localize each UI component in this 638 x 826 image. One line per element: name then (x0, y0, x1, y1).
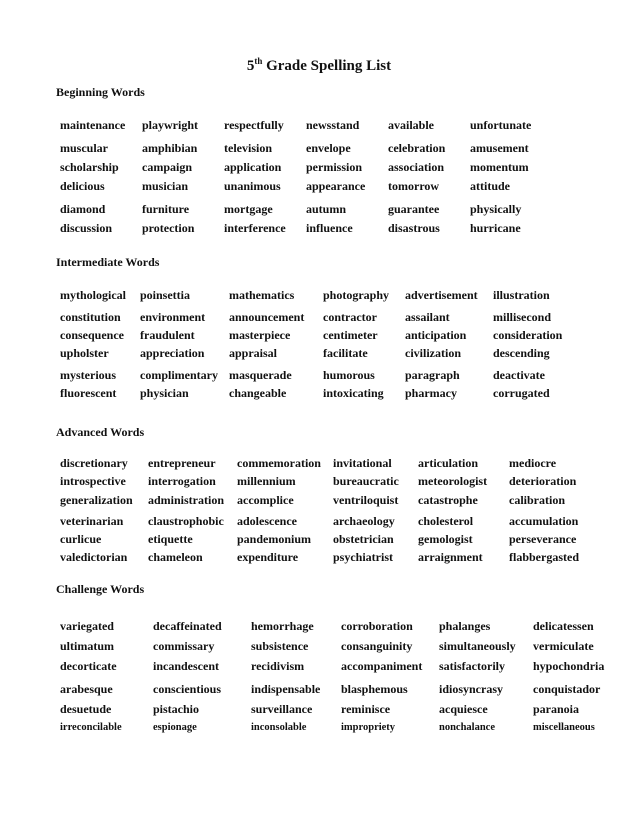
spelling-word: complimentary (140, 368, 218, 382)
spelling-word: inconsolable (251, 722, 307, 733)
section-intermediate-words (56, 278, 572, 404)
spelling-word: contractor (323, 310, 377, 324)
spelling-word: mortgage (224, 202, 273, 216)
spelling-word: hypochondria (533, 659, 605, 673)
word-row (60, 366, 572, 384)
section-beginning-words (56, 108, 546, 234)
title-text: Grade Spelling List (266, 58, 392, 74)
spelling-word: obstetrician (333, 532, 394, 546)
spelling-word: constitution (60, 310, 121, 324)
spelling-word: mythological (60, 288, 126, 302)
spelling-word: accomplice (237, 493, 294, 507)
spelling-word: autumn (306, 202, 347, 216)
spelling-word: cholesterol (418, 514, 474, 528)
spelling-word: accumulation (509, 514, 579, 528)
spelling-word: corrugated (493, 386, 550, 400)
spelling-word: illustration (493, 288, 550, 302)
spelling-word: application (224, 160, 282, 174)
spelling-word: influence (306, 221, 353, 235)
spelling-word: expenditure (237, 550, 299, 564)
word-row (60, 116, 546, 135)
spelling-word: permission (306, 160, 363, 174)
spelling-word: commemoration (237, 456, 321, 470)
spelling-word: impropriety (341, 722, 396, 733)
spelling-word: accompaniment (341, 659, 423, 673)
word-row (60, 308, 572, 326)
spelling-word: pharmacy (405, 386, 457, 400)
spelling-word: unanimous (224, 179, 281, 193)
spelling-word: nonchalance (439, 722, 496, 733)
title-grade: 5 (246, 58, 255, 74)
spelling-word: disastrous (388, 221, 440, 235)
spelling-word: playwright (142, 118, 199, 132)
spelling-word: envelope (306, 141, 351, 155)
spelling-word: appearance (306, 179, 366, 193)
spelling-word: attitude (470, 179, 510, 193)
spelling-word: ultimatum (60, 639, 114, 653)
spelling-word: civilization (405, 346, 461, 360)
spelling-word: interference (224, 221, 286, 235)
spelling-word: generalization (60, 493, 133, 507)
spelling-word: assailant (405, 310, 450, 324)
word-row (60, 617, 612, 636)
spelling-word: pandemonium (237, 532, 312, 546)
spelling-word: celebration (388, 141, 446, 155)
spelling-word: paranoia (533, 702, 580, 716)
spelling-word: bureaucratic (333, 474, 399, 488)
page-title (0, 56, 638, 75)
word-row (60, 719, 612, 737)
spelling-word: calibration (509, 493, 565, 507)
spelling-word: adolescence (237, 514, 297, 528)
word-row (60, 177, 546, 196)
spelling-word: decaffeinated (153, 619, 222, 633)
spelling-word: etiquette (148, 532, 193, 546)
spelling-word: maintenance (60, 118, 126, 132)
spelling-word: irreconcilable (60, 722, 122, 733)
spelling-word: interrogation (148, 474, 216, 488)
spelling-word: paragraph (405, 368, 460, 382)
spelling-word: deterioration (509, 474, 577, 488)
spelling-word: delicatessen (533, 619, 594, 633)
word-row (60, 200, 546, 219)
spelling-word: intoxicating (323, 386, 384, 400)
spelling-word: simultaneously (439, 639, 516, 653)
spelling-word: psychiatrist (333, 550, 393, 564)
spelling-word: catastrophe (418, 493, 478, 507)
spelling-word: indispensable (251, 682, 321, 696)
spelling-word: fluorescent (60, 386, 117, 400)
spelling-word: furniture (142, 202, 190, 216)
spelling-word: fraudulent (140, 328, 195, 342)
word-row (60, 286, 572, 305)
spelling-word: variegated (60, 619, 114, 633)
word-row (60, 219, 546, 238)
spelling-word: campaign (142, 160, 193, 174)
spelling-word: discretionary (60, 456, 128, 470)
spelling-word: upholster (60, 346, 109, 360)
spelling-word: respectfully (224, 118, 284, 132)
spelling-word: claustrophobic (148, 514, 224, 528)
spelling-word: changeable (229, 386, 287, 400)
section-heading-challenge: Challenge Words (56, 582, 145, 596)
spelling-word: masterpiece (229, 328, 291, 342)
title-suffix: th (254, 56, 263, 66)
spelling-word: flabbergasted (509, 550, 579, 564)
spelling-word: idiosyncrasy (439, 682, 504, 696)
spelling-word: mysterious (60, 368, 116, 382)
spelling-word: entrepreneur (148, 456, 216, 470)
spelling-word: invitational (333, 456, 392, 470)
spelling-word: centimeter (323, 328, 378, 342)
spelling-word: curlicue (60, 532, 102, 546)
spelling-word: appraisal (229, 346, 278, 360)
spelling-word: amusement (470, 141, 529, 155)
spelling-word: conquistador (533, 682, 601, 696)
word-row (60, 548, 586, 566)
spelling-word: hemorrhage (251, 619, 314, 633)
spelling-word: millisecond (493, 310, 552, 324)
spelling-word: mathematics (229, 288, 295, 302)
spelling-word: physician (140, 386, 189, 400)
spelling-word: reminisce (341, 702, 391, 716)
spelling-word: humorous (323, 368, 375, 382)
spelling-word: valedictorian (60, 550, 128, 564)
word-row (60, 491, 586, 509)
spelling-word: deactivate (493, 368, 545, 382)
spelling-word: decorticate (60, 659, 117, 673)
spelling-word: mediocre (509, 456, 557, 470)
section-heading-beginning: Beginning Words (56, 85, 145, 99)
spelling-word: descending (493, 346, 550, 360)
spelling-word: poinsettia (140, 288, 191, 302)
spelling-word: musician (142, 179, 189, 193)
spelling-word: photography (323, 288, 390, 302)
word-row (60, 530, 586, 548)
spelling-word: protection (142, 221, 195, 235)
spelling-word: surveillance (251, 702, 313, 716)
spelling-word: delicious (60, 179, 105, 193)
spelling-word: articulation (418, 456, 478, 470)
spelling-word: corroboration (341, 619, 413, 633)
spelling-word: conscientious (153, 682, 222, 696)
spelling-word: consanguinity (341, 639, 413, 653)
word-row (60, 158, 546, 177)
section-advanced-words (56, 446, 586, 566)
spelling-word: perseverance (509, 532, 577, 546)
spelling-word: arraignment (418, 550, 483, 564)
spelling-word: subsistence (251, 639, 309, 653)
spelling-word: diamond (60, 202, 106, 216)
spelling-word: momentum (470, 160, 529, 174)
section-challenge-words (56, 609, 612, 737)
spelling-word: hurricane (470, 221, 521, 235)
spelling-word: incandescent (153, 659, 219, 673)
spelling-word: consequence (60, 328, 124, 342)
spelling-word: association (388, 160, 445, 174)
section-heading-intermediate: Intermediate Words (56, 255, 160, 269)
spelling-word: masquerade (229, 368, 292, 382)
word-row (60, 344, 572, 362)
word-row (60, 657, 612, 676)
spelling-word: guarantee (388, 202, 440, 216)
spelling-word: phalanges (439, 619, 491, 633)
word-row (60, 454, 586, 472)
word-row (60, 700, 612, 719)
spelling-word: millennium (237, 474, 296, 488)
spelling-word: meteorologist (418, 474, 488, 488)
word-row (60, 680, 612, 699)
spelling-word: pistachio (153, 702, 200, 716)
spelling-word: commissary (153, 639, 215, 653)
spelling-word: announcement (229, 310, 305, 324)
spelling-word: anticipation (405, 328, 467, 342)
spelling-word: desuetude (60, 702, 112, 716)
spelling-word: physically (470, 202, 522, 216)
spelling-word: tomorrow (388, 179, 440, 193)
spelling-word: recidivism (251, 659, 305, 673)
spelling-word: satisfactorily (439, 659, 505, 673)
spelling-word: arabesque (60, 682, 113, 696)
word-row (60, 139, 546, 158)
spelling-word: espionage (153, 722, 197, 733)
spelling-word: television (224, 141, 272, 155)
spelling-word: archaeology (333, 514, 395, 528)
spelling-word: advertisement (405, 288, 478, 302)
word-row (60, 637, 612, 656)
spelling-word: chameleon (148, 550, 203, 564)
spelling-word: facilitate (323, 346, 368, 360)
spelling-word: unfortunate (470, 118, 532, 132)
spelling-word: introspective (60, 474, 126, 488)
word-row (60, 326, 572, 344)
word-row (60, 472, 586, 491)
section-heading-advanced: Advanced Words (56, 425, 145, 439)
spelling-word: appreciation (140, 346, 205, 360)
spelling-word: gemologist (418, 532, 473, 546)
spelling-word: blasphemous (341, 682, 408, 696)
spelling-word: muscular (60, 141, 108, 155)
spelling-word: scholarship (60, 160, 119, 174)
word-row (60, 384, 572, 402)
word-row (60, 512, 586, 530)
spelling-word: available (388, 118, 435, 132)
spelling-word: miscellaneous (533, 722, 595, 733)
spelling-word: administration (148, 493, 225, 507)
spelling-word: acquiesce (439, 702, 488, 716)
spelling-word: consideration (493, 328, 563, 342)
spelling-word: newsstand (306, 118, 360, 132)
spelling-word: veterinarian (60, 514, 124, 528)
spelling-word: environment (140, 310, 206, 324)
spelling-word: amphibian (142, 141, 198, 155)
spelling-word: ventriloquist (333, 493, 399, 507)
spelling-word: discussion (60, 221, 113, 235)
spelling-word: vermiculate (533, 639, 594, 653)
